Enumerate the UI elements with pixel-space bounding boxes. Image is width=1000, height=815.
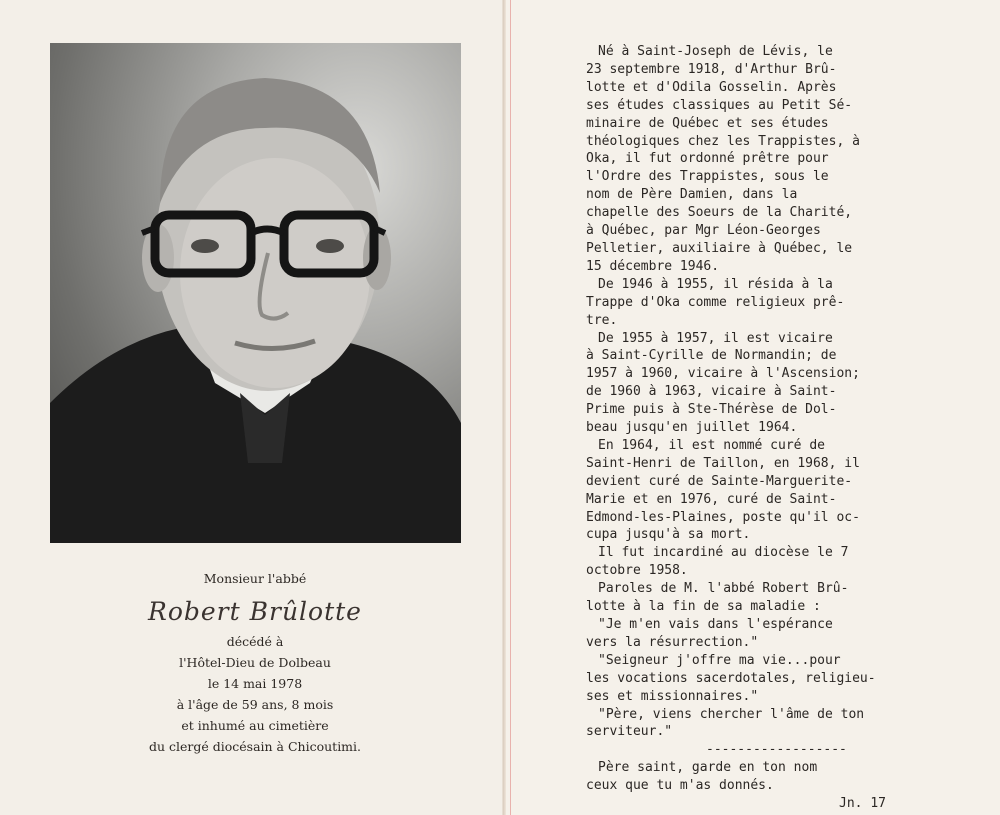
biography-line: En 1964, il est nommé curé de [598, 437, 825, 453]
biography-line: "Père, viens chercher l'âme de ton [598, 706, 865, 722]
biography-line: Oka, il fut ordonné prêtre pour [586, 151, 829, 167]
biography-line: Edmond-les-Plaines, poste qu'il oc- [586, 509, 860, 525]
biography-line: Paroles de M. l'abbé Robert Brû- [598, 581, 849, 597]
biography-text [586, 43, 916, 813]
portrait-image [50, 43, 461, 543]
biography-line: nom de Père Damien, dans la [586, 187, 798, 203]
biography-line: De 1946 à 1955, il résida à la [598, 276, 833, 292]
caption-line-3: le 14 mai 1978 [207, 676, 303, 691]
biography-line: Prime puis à Ste-Thérèse de Dol- [586, 402, 837, 418]
biography-line: Il fut incardiné au diocèse le 7 [598, 545, 849, 561]
biography-line: devient curé de Sainte-Marguerite- [586, 473, 853, 489]
biography-line: serviteur." [586, 724, 673, 740]
caption-line-4: à l'âge de 59 ans, 8 mois [176, 697, 334, 712]
deceased-name: Robert Brûlotte [148, 597, 362, 626]
scripture-reference: Jn. 17 [839, 796, 886, 812]
biography-line: chapelle des Soeurs de la Charité, [586, 205, 853, 221]
red-margin-rule [510, 0, 511, 815]
biography-line: lotte à la fin de sa maladie : [586, 599, 821, 615]
biography-line: de 1960 à 1963, vicaire à Saint- [586, 384, 837, 400]
biography-line: les vocations sacerdotales, religieu- [586, 670, 876, 686]
biography-line: Père saint, garde en ton nom [598, 760, 818, 776]
biography-line: ses études classiques au Petit Sé- [586, 97, 853, 113]
biography-line: 15 décembre 1946. [586, 258, 720, 274]
biography-line: Né à Saint-Joseph de Lévis, le [598, 44, 833, 59]
biography-line: 23 septembre 1918, d'Arthur Brû- [586, 61, 837, 77]
memorial-caption [95, 568, 415, 757]
caption-line-6: du clergé diocésain à Chicoutimi. [148, 739, 362, 754]
biography-line: ------------------ [706, 742, 847, 758]
biography-line: Saint-Henri de Taillon, en 1968, il [586, 455, 860, 471]
biography-line: théologiques chez les Trappistes, à [586, 133, 860, 149]
biography-line: à Québec, par Mgr Léon-Georges [586, 223, 821, 239]
biography-line: l'Ordre des Trappistes, sous le [586, 169, 829, 185]
biography-line: Trappe d'Oka comme religieux prê- [586, 294, 845, 310]
biography-line: à Saint-Cyrille de Normandin; de [586, 348, 837, 364]
biography-line: Marie et en 1976, curé de Saint- [586, 491, 837, 507]
biography-line: "Seigneur j'offre ma vie...pour [598, 652, 841, 668]
biography-line: lotte et d'Odila Gosselin. Après [586, 79, 837, 95]
biography-line: octobre 1958. [586, 563, 688, 579]
caption-line-2: l'Hôtel-Dieu de Dolbeau [179, 655, 331, 670]
biography-line: vers la résurrection." [586, 634, 759, 650]
biography-line: 1957 à 1960, vicaire à l'Ascension; [586, 366, 860, 382]
honorific-title: Monsieur l'abbé [203, 571, 307, 586]
biography-line: tre. [586, 312, 618, 328]
portrait-photo [50, 43, 461, 543]
biography-line: minaire de Québec et ses études [586, 115, 829, 131]
biography-line: "Je m'en vais dans l'espérance [598, 617, 833, 632]
biography-line: beau jusqu'en juillet 1964. [586, 420, 798, 436]
caption-line-1: décédé à [226, 634, 284, 649]
biography-line: De 1955 à 1957, il est vicaire [598, 330, 833, 346]
biography-line: ceux que tu m'as donnés. [586, 778, 774, 794]
caption-line-5: et inhumé au cimetière [181, 718, 329, 733]
biography-line: ses et missionnaires." [586, 688, 759, 704]
biography-line: cupa jusqu'à sa mort. [586, 527, 751, 543]
biography-line: Pelletier, auxiliaire à Québec, le [586, 240, 853, 256]
